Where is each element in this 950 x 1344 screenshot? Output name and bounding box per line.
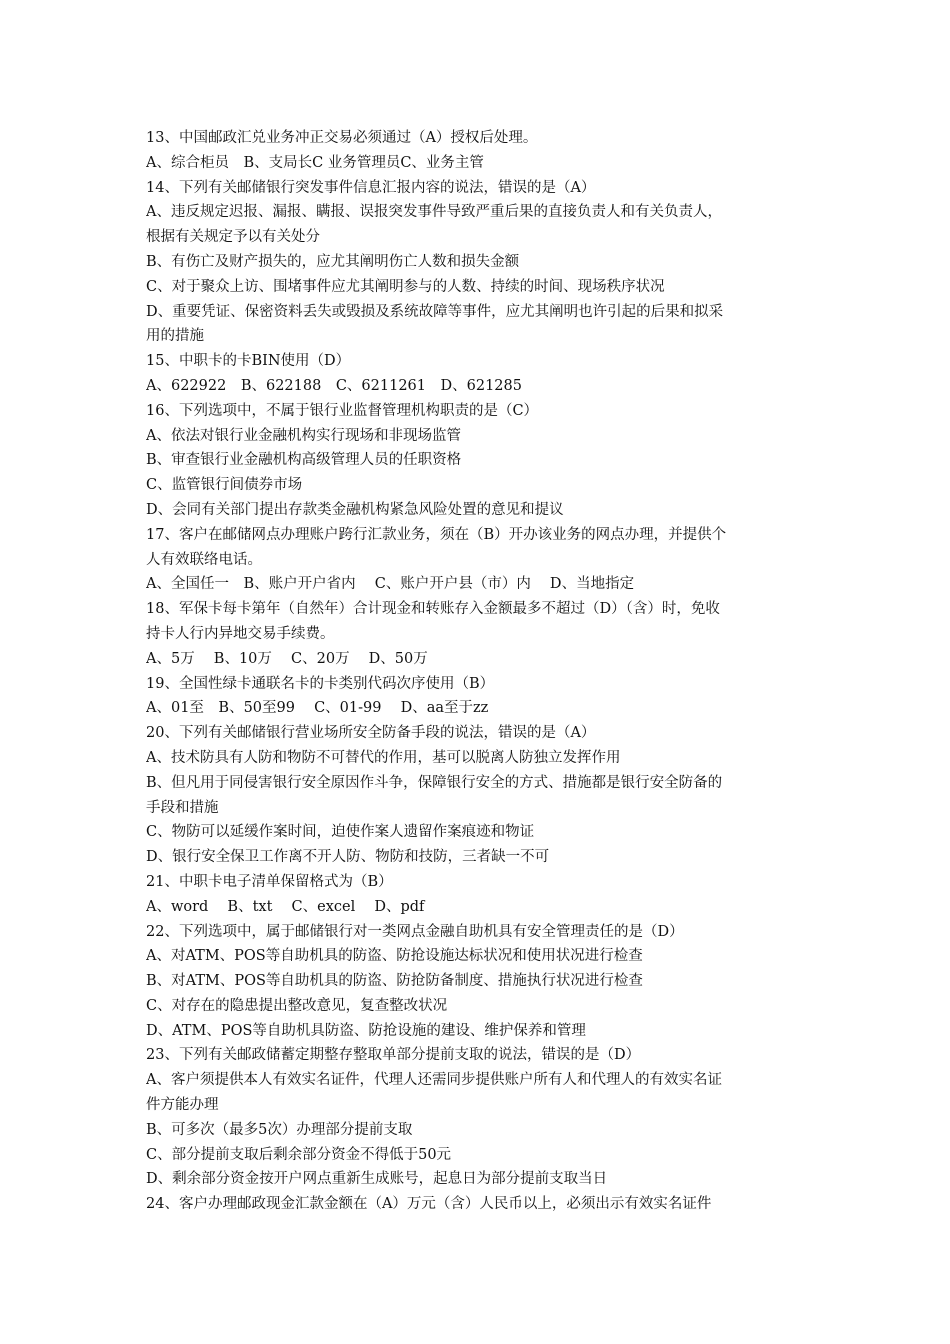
text-line: A、622922 B、622188 C、6211261 D、621285 [146, 377, 522, 394]
text-line: 23、下列有关邮政储蓄定期整存整取单部分提前支取的说法，错误的是（D） [146, 1047, 641, 1064]
text-line: A、全国任一 B、账户开户省内 C、账户开户县（市）内 D、当地指定 [146, 576, 635, 593]
text-line: C、监管银行间债券市场 [146, 477, 303, 494]
text-line: 21、中职卡电子清单保留格式为（B） [146, 873, 393, 890]
text-line: B、对ATM、POS等自助机具的防盗、防抢防备制度、措施执行状况进行检查 [146, 973, 643, 990]
text-line: 持卡人行内异地交易手续费。 [146, 625, 335, 642]
text-line: 15、中职卡的卡BIN使用（D） [146, 353, 351, 370]
text-line: A、客户须提供本人有效实名证件，代理人还需同步提供账户所有人和代理人的有效实名证 [146, 1072, 722, 1089]
text-line: A、依法对银行业金融机构实行现场和非现场监管 [146, 427, 461, 444]
text-line: C、物防可以延缓作案时间，迫使作案人遗留作案痕迹和物证 [146, 824, 535, 841]
text-line: 22、下列选项中，属于邮储银行对一类网点金融自助机具有安全管理责任的是（D） [146, 923, 684, 940]
text-line: A、技术防具有人防和物防不可替代的作用，基可以脱离人防独立发挥作用 [146, 749, 621, 766]
text-line: B、可多次（最多5次）办理部分提前支取 [146, 1121, 413, 1138]
text-line: 19、全国性绿卡通联名卡的卡类别代码次序使用（B） [146, 675, 495, 692]
text-line: D、剩余部分资金按开户网点重新生成账号，起息日为部分提前支取当日 [146, 1171, 608, 1188]
text-line: C、对存在的隐患提出整改意见，复查整改状况 [146, 997, 448, 1014]
text-line: 17、客户在邮储网点办理账户跨行汇款业务，须在（B）开办该业务的网点办理，并提供个 [146, 526, 727, 543]
text-line: A、对ATM、POS等自助机具的防盗、防抢设施达标状况和使用状况进行检查 [146, 948, 643, 965]
document-body [146, 126, 814, 1217]
text-line: 20、下列有关邮储银行营业场所安全防备手段的说法，错误的是（A） [146, 725, 596, 742]
text-line: C、对于聚众上访、围堵事件应尤其阐明参与的人数、持续的时间、现场秩序状况 [146, 278, 665, 295]
text-line: D、ATM、POS等自助机具防盗、防抢设施的建设、维护保养和管理 [146, 1022, 586, 1039]
text-line: C、部分提前支取后剩余部分资金不得低于50元 [146, 1146, 452, 1163]
text-line: 根据有关规定予以有关处分 [146, 229, 320, 246]
text-line: B、有伤亡及财产损失的，应尤其阐明伤亡人数和损失金额 [146, 253, 520, 270]
text-line: 16、下列选项中，不属于银行业监督管理机构职责的是（C） [146, 402, 539, 419]
text-line: A、综合柜员 B、支局长C 业务管理员C、业务主管 [146, 154, 484, 171]
text-line: 13、中国邮政汇兑业务冲正交易必须通过（A）授权后处理。 [146, 130, 538, 146]
text-line: 18、军保卡每卡第年（自然年）合计现金和转账存入金额最多不超过（D）（含）时，免收 [146, 601, 720, 618]
text-line: 手段和措施 [146, 799, 219, 816]
text-line: D、会同有关部门提出存款类金融机构紧急风险处置的意见和提议 [146, 501, 564, 518]
text-line: 14、下列有关邮储银行突发事件信息汇报内容的说法，错误的是（A） [146, 179, 596, 196]
text-line: 件方能办理 [146, 1097, 219, 1114]
text-line: D、银行安全保卫工作离不开人防、物防和技防，三者缺一不可 [146, 849, 550, 866]
text-line: B、审查银行业金融机构高级管理人员的任职资格 [146, 452, 462, 469]
text-line: B、但凡用于同侵害银行安全原因作斗争，保障银行安全的方式、措施都是银行安全防备的 [146, 774, 723, 791]
text-line: A、word B、txt C、excel D、pdf [146, 898, 425, 915]
text-line: 人有效联络电话。 [146, 551, 262, 568]
text-line: 用的措施 [146, 328, 204, 345]
text-line: A、违反规定迟报、漏报、瞒报、误报突发事件导致严重后果的直接负责人和有关负责人， [146, 204, 722, 221]
text-line: A、5万 B、10万 C、20万 D、50万 [146, 650, 428, 667]
text-line: D、重要凭证、保密资料丢失或毁损及系统故障等事件，应尤其阐明也许引起的后果和拟采 [146, 303, 724, 320]
text-line: A、01至 B、50至99 C、01-99 D、aa至于zz [146, 700, 489, 717]
text-line: 24、客户办理邮政现金汇款金额在（A）万元（含）人民币以上，必须出示有效实名证件 [146, 1196, 712, 1213]
